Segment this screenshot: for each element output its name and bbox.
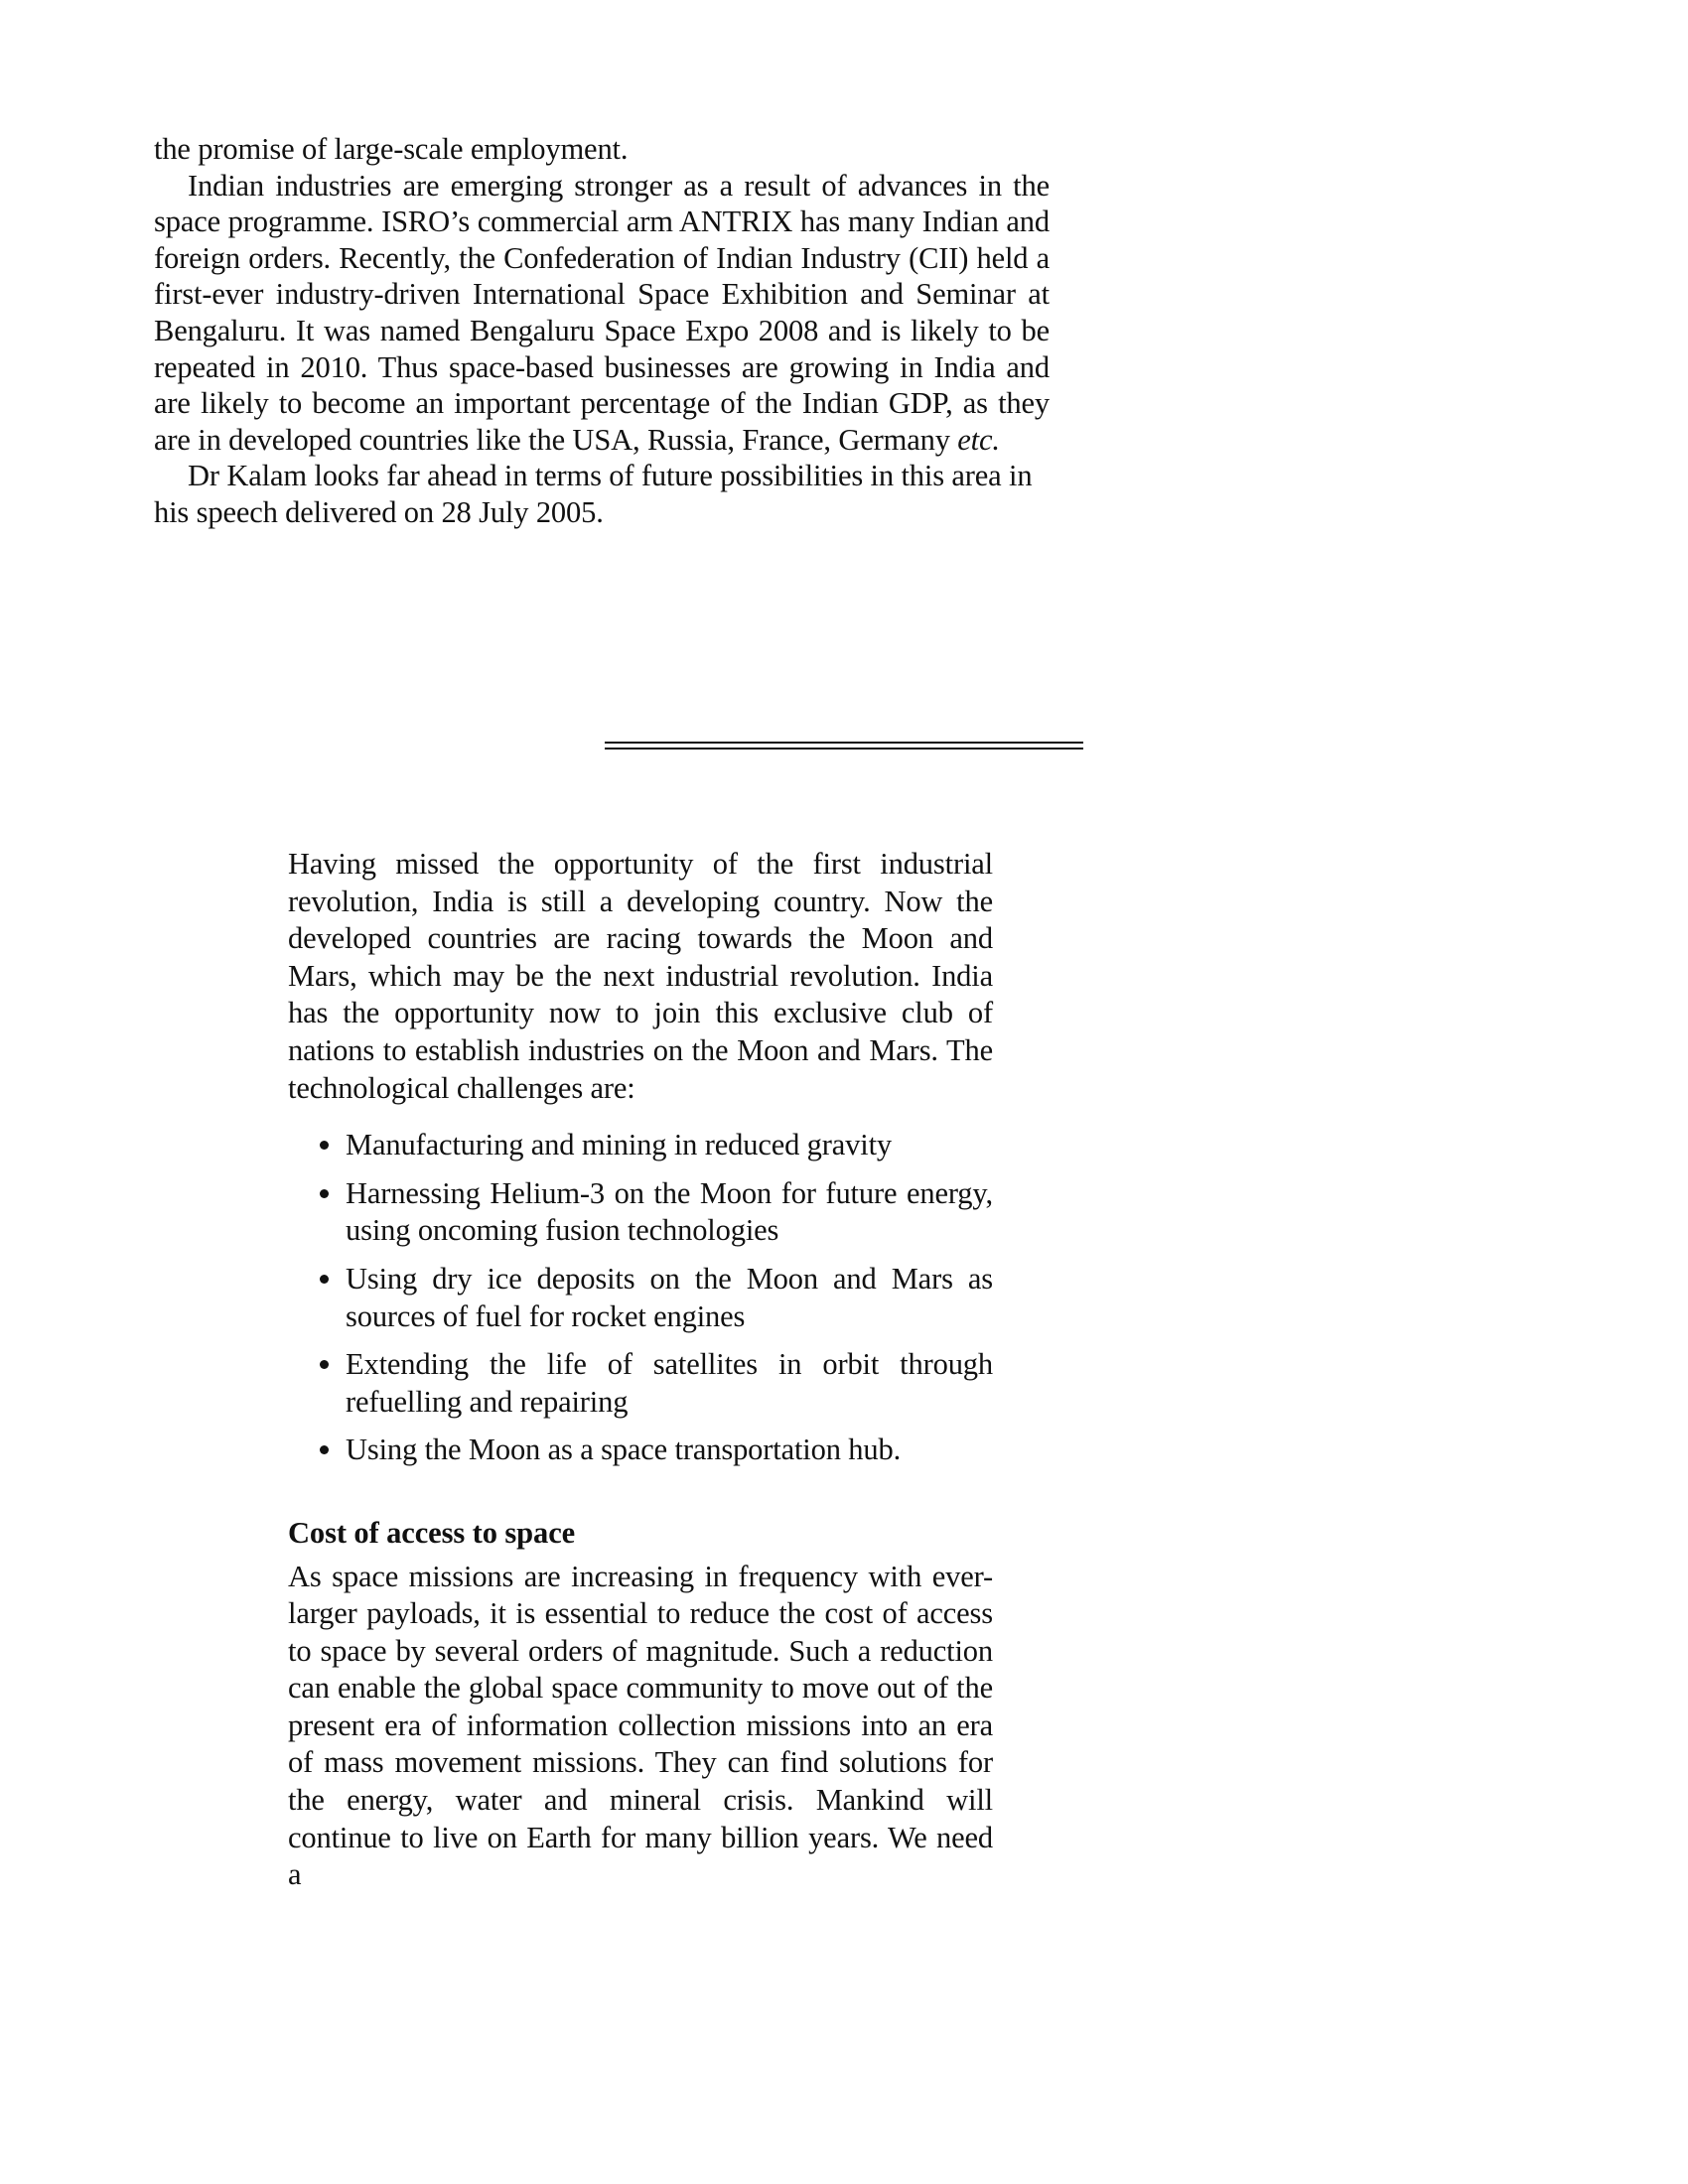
quote-intro-paragraph: Having missed the opportunity of the first industrial revolution, India is still a developing country. Now the developed countries are racing towards the Moon and Mars, which may be the next industrial revolution. India has the opportunity now to join this exclusive club of nations to establish industries on the Moon and Mars. The technological challenges are: [288,847,993,1105]
list-item-label: Using dry ice deposits on the Moon and Mars as sources of fuel for rocket engines [346,1261,993,1333]
list-item [288,1127,993,1164]
paragraph-body-text: Indian industries are emerging stronger as a result of advances in the space programme. ISRO’s commercial arm ANTRIX has many Indian and foreign orders. Recently, the Confederation of Indian Industry (CII) held a first-ever industry-driven International Space Exhibition and Seminar at Bengaluru. It was named Bengaluru Space Expo 2008 and is likely to be repeated in 2010. Thus space-based businesses are growing in India and are likely to become an important percentage of the Indian GDP, as they are in developed countries like the USA, Russia, France, Germany [154,168,1050,457]
section-heading: Cost of access to space [288,1515,576,1550]
section-divider-wrapper [0,737,1688,754]
list-item-label: Harnessing Helium-3 on the Moon for future energy, using oncoming fusion technologies [346,1175,993,1248]
double-rule-divider [605,742,1083,750]
section-body-paragraph: As space missions are increasing in frequency with ever-larger payloads, it is essential to reduce the cost of access to space by several orders of magnitude. Such a reduction can enable the global space community to move out of the present era of information collection missions into an era of mass movement missions. They can find solutions for the energy, water and mineral crisis. Mankind will continue to live on Earth for many billion years. We need a [288,1559,993,1892]
list-item [288,1346,993,1421]
bullet-dot-icon [320,1189,329,1198]
italic-etc: etc. [957,422,1000,457]
paragraph-continued-line: the promise of large-scale employment. [154,132,629,166]
bullet-dot-icon [320,1141,329,1150]
bullet-dot-icon [320,1360,329,1369]
list-item-label: Using the Moon as a space transportation hub. [346,1433,902,1467]
list-item [288,1432,993,1469]
list-item-label: Manufacturing and mining in reduced gravity [346,1128,893,1162]
quote-block [288,846,993,1894]
paragraph-dr-kalam: Dr Kalam looks far ahead in terms of future possibilities in this area in his speech delivered on 28 July 2005. [154,459,1033,529]
bullet-dot-icon [320,1275,329,1284]
challenges-bullet-list [288,1127,993,1469]
paragraph-indian-industries [154,168,1050,459]
main-text-column [154,131,1050,531]
list-item [288,1261,993,1335]
bullet-dot-icon [320,1445,329,1454]
list-item [288,1175,993,1250]
list-item-label: Extending the life of satellites in orbit through refuelling and repairing [346,1347,993,1419]
